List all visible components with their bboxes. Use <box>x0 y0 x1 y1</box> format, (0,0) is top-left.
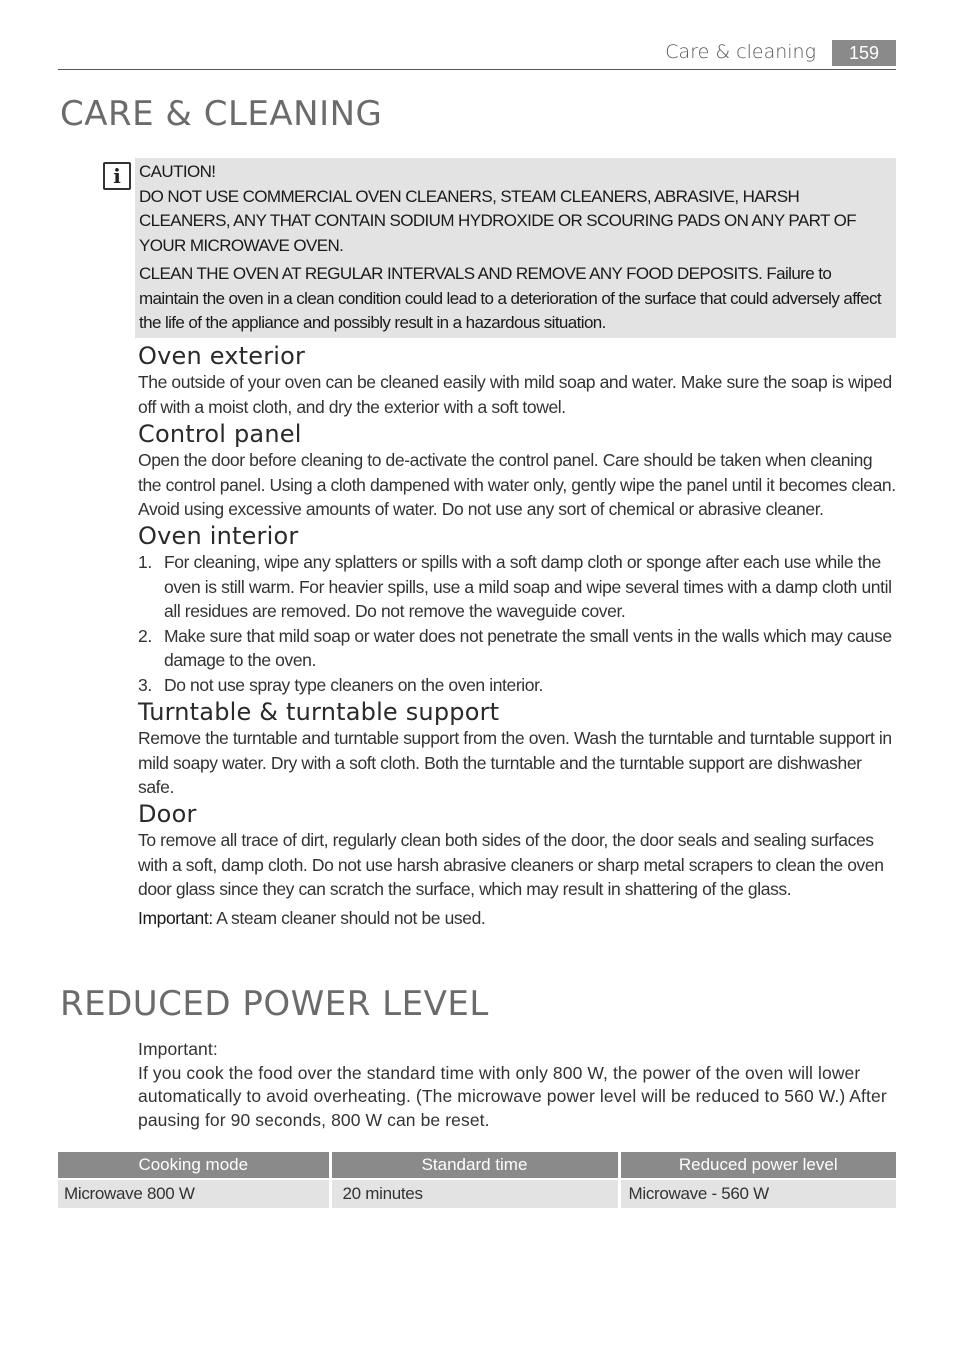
care-cleaning-title: CARE & CLEANING <box>60 94 383 134</box>
caution-text-2: CLEAN THE OVEN AT REGULAR INTERVALS AND REMOVE ANY FOOD DEPOSITS. Failure to maintain the oven in a clean condition could lead to a deterioration of the surface that could adversely affect the life of the appliance and possibly result in a hazardous situation. <box>139 264 882 332</box>
turntable-section <box>138 698 896 800</box>
table-header-cell: Reduced power level <box>619 1152 896 1179</box>
page-number: 159 <box>832 40 896 66</box>
caution-label: CAUTION! <box>139 162 216 181</box>
table-cell: 20 minutes <box>330 1179 619 1208</box>
important-label: Important: <box>138 907 213 928</box>
list-item: 3. Do not use spray type cleaners on the oven interior. <box>138 674 544 695</box>
table-cell: Microwave - 560 W <box>619 1179 896 1208</box>
oven-exterior-section <box>138 342 896 419</box>
caution-text-1: DO NOT USE COMMERCIAL OVEN CLEANERS, STEAM CLEANERS, ABRASIVE, HARSH CLEANERS, ANY THAT CONTAIN SODIUM HYDROXIDE OR SCOURING PADS ON ANY PART OF YOUR MICROWAVE OVEN. <box>139 186 856 255</box>
important-label: Important: <box>138 1039 218 1059</box>
list-item: 2. Make sure that mild soap or water does not penetrate the small vents in the walls which may cause damage to the oven. <box>138 625 892 670</box>
door-important <box>138 906 896 931</box>
reduced-power-text: If you cook the food over the standard time with only 800 W, the power of the oven will lower automatically to avoid overheating. (The microwave power level will be reduced to 560 W.) After pausing for 90 seconds, 800 W can be reset. <box>138 1062 887 1130</box>
oven-interior-section <box>138 522 896 697</box>
table-row <box>58 1179 896 1208</box>
page-header <box>58 40 896 70</box>
turntable-heading: Turntable & turntable support <box>138 698 500 726</box>
table-header-cell: Standard time <box>330 1152 619 1179</box>
table-header-row <box>58 1152 896 1179</box>
door-heading: Door <box>138 800 197 828</box>
oven-exterior-text: The outside of your oven can be cleaned easily with mild soap and water. Make sure the soap is wiped off with a moist cloth, and dry the exterior with a soft towel. <box>138 372 892 417</box>
reduced-power-title: REDUCED POWER LEVEL <box>60 984 489 1024</box>
list-item: 1. For cleaning, wipe any splatters or spills with a soft damp cloth or sponge after each use while the oven is still warm. For heavier spills, use a mild soap and wipe several times with a damp cloth until all residues are removed. Do not remove the waveguide cover. <box>138 552 892 621</box>
important-text: A steam cleaner should not be used. <box>212 907 486 928</box>
door-text: To remove all trace of dirt, regularly clean both sides of the door, the door seals and sealing surfaces with a soft, damp cloth. Do not use harsh abrasive cleaners or sharp metal scrapers to clean the oven door glass since they can scratch the surface, which may result in shattering of the glass. <box>138 830 884 899</box>
control-panel-section <box>138 420 896 522</box>
reduced-power-section <box>138 1038 896 1132</box>
header-section-title: Care & cleaning <box>665 41 816 63</box>
power-table <box>58 1152 896 1208</box>
turntable-text: Remove the turntable and turntable support from the oven. Wash the turntable and turntable support in mild soapy water. Dry with a soft cloth. Both the turntable and the turntable support are dishwasher safe. <box>138 728 892 797</box>
table-header-cell: Cooking mode <box>58 1152 330 1179</box>
caution-box <box>135 158 896 338</box>
info-icon: i <box>103 162 131 190</box>
oven-exterior-heading: Oven exterior <box>138 342 306 370</box>
oven-interior-list <box>138 550 896 697</box>
table-cell: Microwave 800 W <box>58 1179 330 1208</box>
oven-interior-heading: Oven interior <box>138 522 299 550</box>
control-panel-heading: Control panel <box>138 420 302 448</box>
door-section <box>138 800 896 930</box>
control-panel-text: Open the door before cleaning to de-activate the control panel. Care should be taken when cleaning the control panel. Using a cloth dampened with water only, gently wipe the panel until it becomes clean. Avoid using excessive amounts of water. Do not use any sort of chemical or abrasive cleaner. <box>138 450 896 519</box>
